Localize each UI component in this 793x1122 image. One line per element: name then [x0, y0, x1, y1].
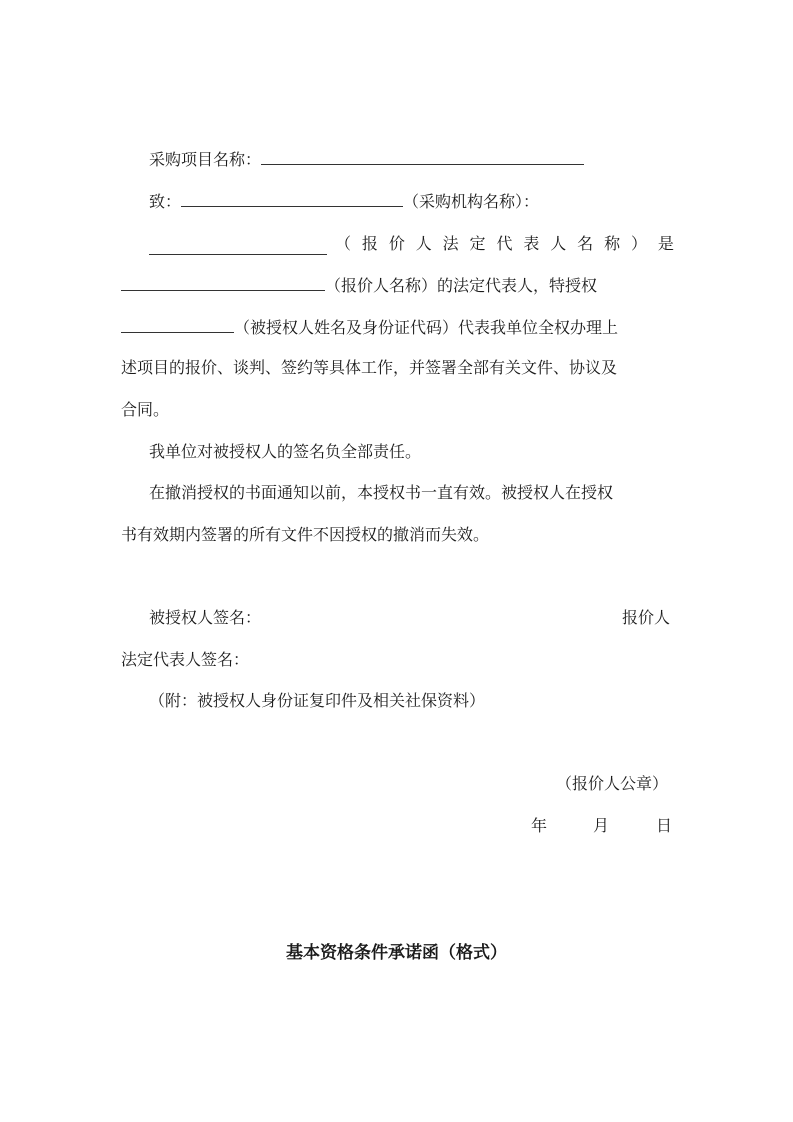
agency-hint: （采购机构名称）：	[403, 192, 540, 211]
rep-hint-char: 称	[604, 234, 621, 253]
validity-line-1: 在撤消授权的书面通知以前，本授权书一直有效。被授权人在授权	[149, 483, 614, 502]
rep-hint-char: 名	[577, 234, 594, 253]
responsibility-text: 我单位对被授权人的签名负全部责任。	[149, 442, 422, 461]
rep-hint-char: 法	[442, 234, 459, 253]
section-title: 基本资格条件承诺函（格式）	[286, 943, 507, 963]
grantee-blank[interactable]	[121, 316, 234, 333]
rep-hint-char: （	[335, 234, 352, 253]
rep-hint-char: ）	[630, 234, 647, 253]
date-month: 月	[593, 816, 610, 835]
grantee-row	[121, 316, 618, 339]
to-label: 致：	[149, 192, 182, 211]
legal-rep-sign-label: 法定代表人签名：	[121, 650, 250, 669]
project-name-label: 采购项目名称：	[149, 150, 262, 169]
grantee-sign-label: 被授权人签名：	[149, 608, 262, 627]
to-row	[149, 190, 539, 213]
project-name-blank[interactable]	[261, 148, 584, 165]
scope-end: 合同。	[121, 400, 170, 419]
rep-row	[149, 233, 674, 255]
scope-line: 述项目的报价、谈判、签约等具体工作，并签署全部有关文件、协议及	[121, 358, 618, 377]
attachment-note: （附：被授权人身份证复印件及相关社保资料）	[149, 691, 486, 710]
rep-hint-char: 报	[361, 234, 378, 253]
grantee-hint: （被授权人姓名及身份证代码）代表我单位全权办理上	[234, 318, 619, 337]
rep-hint	[327, 233, 674, 255]
legal-rep-name-blank[interactable]	[149, 238, 327, 255]
date-day: 日	[656, 816, 673, 835]
agency-name-blank[interactable]	[181, 190, 403, 207]
seal-label: （报价人公章）	[556, 774, 669, 793]
company-hint: （报价人名称）的法定代表人，特授权	[325, 276, 598, 295]
validity-line-2: 书有效期内签署的所有文件不因授权的撤消而失效。	[121, 525, 490, 544]
company-name-blank[interactable]	[121, 274, 325, 291]
rep-hint-char: 代	[496, 234, 513, 253]
rep-hint-char: 人	[550, 234, 567, 253]
project-name-row	[149, 148, 584, 171]
rep-hint-char: 是	[657, 234, 674, 253]
rep-hint-char: 表	[523, 234, 540, 253]
bidder-label: 报价人	[622, 608, 671, 627]
company-row	[121, 274, 597, 297]
rep-hint-char: 定	[469, 234, 486, 253]
rep-hint-char: 人	[415, 234, 432, 253]
date-year: 年	[531, 816, 548, 835]
rep-hint-char: 价	[388, 234, 405, 253]
